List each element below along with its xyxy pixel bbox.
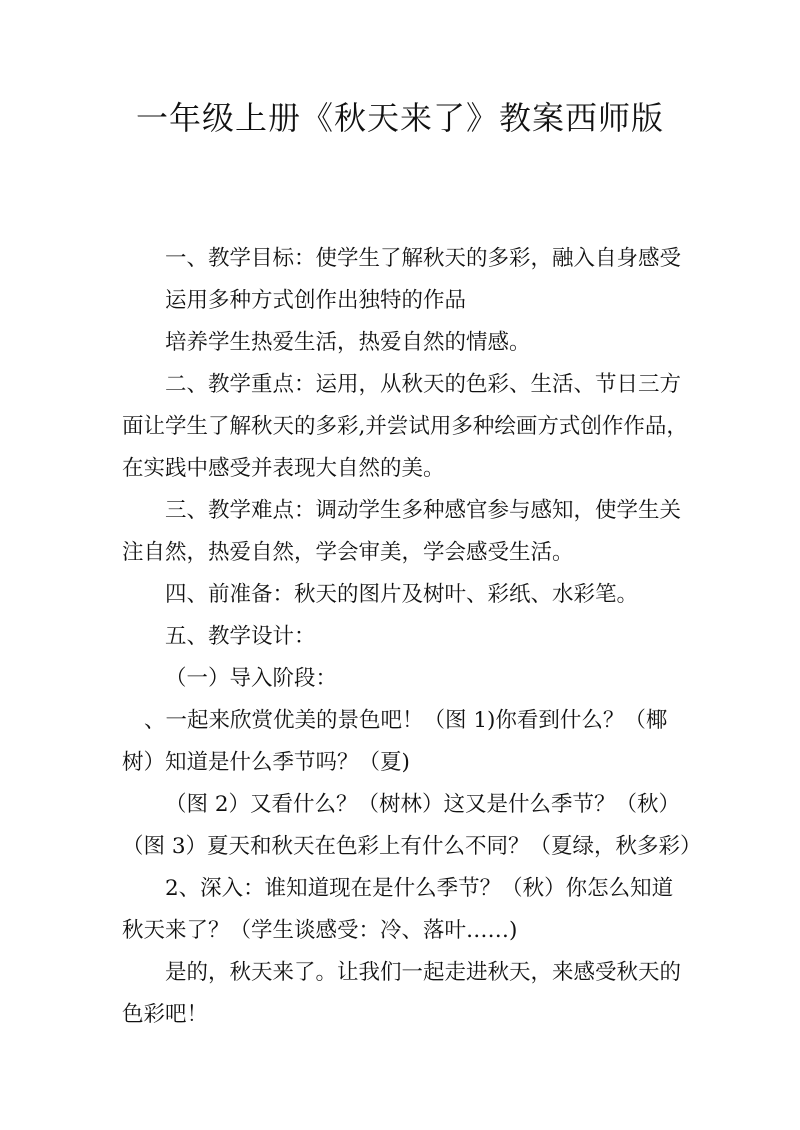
paragraph-line: 色彩吧！ — [122, 1002, 209, 1027]
paragraph-line: 培养学生热爱生活，热爱自然的情感。 — [165, 330, 531, 355]
paragraph-line: 二、教学重点：运用，从秋天的色彩、生活、节日三方 — [165, 372, 682, 397]
paragraph-line: （图 2）又看什么？（树林）这又是什么季节？（秋） — [165, 792, 681, 817]
paragraph-line: 面让学生了解秋天的多彩,并尝试用多种绘画方式创作作品， — [122, 414, 688, 439]
paragraph-line: 秋天来了？（学生谈感受：冷、落叶……) — [122, 918, 518, 943]
paragraph-line: 、一起来欣赏优美的景色吧！（图 1)你看到什么？（椰 — [144, 708, 668, 733]
paragraph-line: 五、教学设计： — [165, 624, 316, 649]
paragraph-line: 树）知道是什么季节吗？（夏) — [122, 750, 410, 775]
document-body — [122, 238, 702, 1036]
paragraph-line: 一、教学目标：使学生了解秋天的多彩，融入自身感受 — [165, 246, 682, 271]
paragraph-line: 运用多种方式创作出独特的作品 — [165, 288, 467, 313]
paragraph-line: （图 3）夏天和秋天在色彩上有什么不同？（夏绿，秋多彩） — [122, 834, 702, 859]
paragraph-line: 四、前准备：秋天的图片及树叶、彩纸、水彩笔。 — [165, 582, 639, 607]
paragraph-line: 是的，秋天来了。让我们一起走进秋天，来感受秋天的 — [165, 960, 682, 985]
paragraph-line: 在实践中感受并表现大自然的美。 — [122, 456, 445, 481]
paragraph-line: （一）导入阶段： — [165, 666, 338, 691]
paragraph-line: 三、教学难点：调动学生多种感官参与感知，使学生关 — [165, 498, 682, 523]
paragraph-line: 2、深入：谁知道现在是什么季节？（秋）你怎么知道 — [165, 876, 674, 901]
paragraph-line: 注自然，热爱自然，学会审美，学会感受生活。 — [122, 540, 574, 565]
document-title: 一年级上册《秋天来了》教案西师版 — [135, 99, 664, 137]
